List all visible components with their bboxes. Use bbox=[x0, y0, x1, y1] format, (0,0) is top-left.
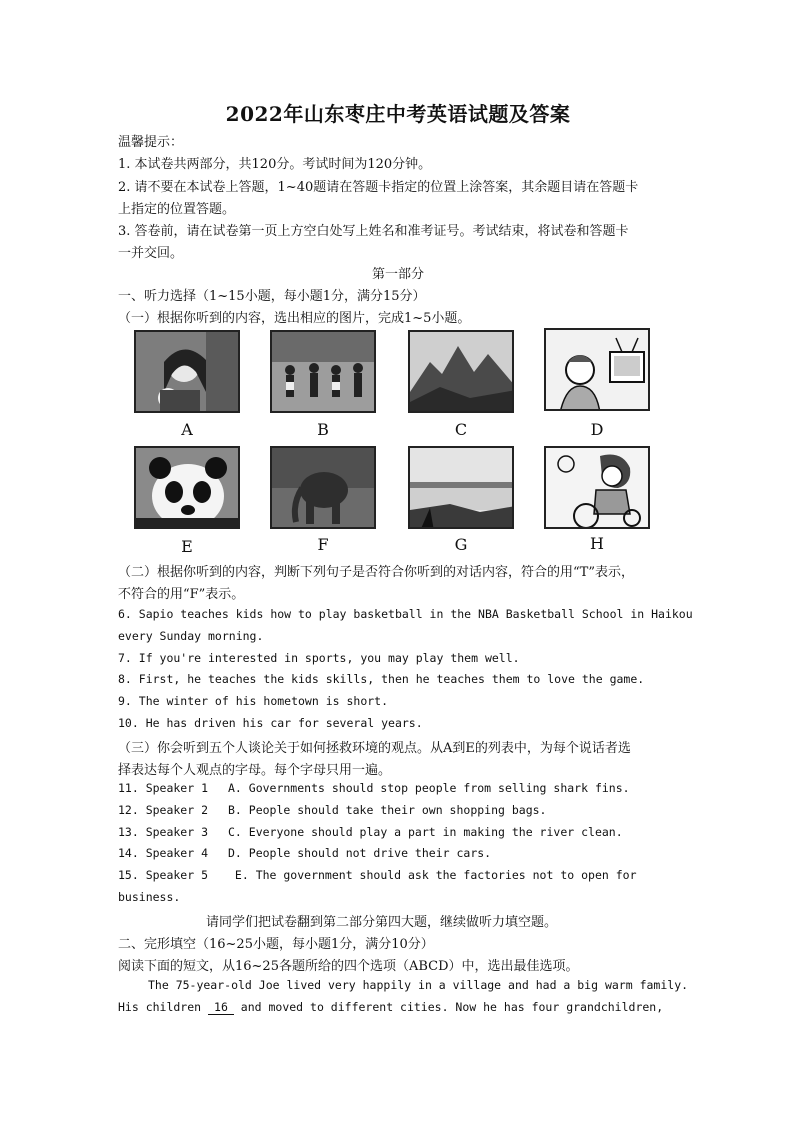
speaker-number: 12. Speaker 2 bbox=[118, 803, 209, 817]
notice-item: 3. 答卷前，请在试卷第一页上方空白处写上姓名和准考证号。考试结束，将试卷和答题卡 bbox=[118, 224, 629, 239]
passage-text: and moved to different cities. Now he has four grandchildren, bbox=[233, 1000, 664, 1014]
sub-instruction: （一）根据你听到的内容，选出相应的图片，完成1~5小题。 bbox=[118, 311, 471, 326]
speaker-row bbox=[118, 825, 623, 839]
elephant-photo bbox=[270, 446, 376, 529]
tf-question: 9. The winter of his hometown is short. bbox=[118, 694, 389, 708]
tf-question: 10. He has driven his car for several years. bbox=[118, 716, 423, 730]
picture-label: C bbox=[454, 420, 468, 439]
notice-item: 1. 本试卷共两部分，共120分。考试时间为120分钟。 bbox=[118, 157, 432, 172]
sub-instruction: 阅读下面的短文，从16~25各题所给的四个选项（ABCD）中，选出最佳选项。 bbox=[118, 959, 579, 974]
picture-label: G bbox=[454, 535, 468, 554]
picture-label: F bbox=[317, 535, 329, 554]
tf-question: 7. If you're interested in sports, you may play them well. bbox=[118, 651, 520, 665]
mountain-photo bbox=[408, 330, 514, 413]
notice-item: 2. 请不要在本试卷上答题，1~40题请在答题卡指定的位置上涂答案，其余题目请在答题卡 bbox=[118, 180, 639, 195]
speaker-row bbox=[118, 868, 637, 882]
speaker-option: A. Governments should stop people from selling shark fins. bbox=[228, 781, 630, 795]
speaker-option: E. The government should ask the factories not to open for bbox=[228, 868, 637, 882]
sub-instruction: 不符合的用“F”表示。 bbox=[118, 587, 245, 602]
notice-heading: 温馨提示： bbox=[118, 135, 184, 150]
tf-question: 6. Sapio teaches kids how to play basketball in the NBA Basketball School in Haikou bbox=[118, 607, 693, 621]
picture-label: D bbox=[590, 420, 604, 439]
speaker-option: B. People should take their own shopping bags. bbox=[228, 803, 547, 817]
picture-label: B bbox=[317, 420, 329, 439]
speaker-number: 14. Speaker 4 bbox=[118, 846, 209, 860]
girl-with-child-photo bbox=[134, 330, 240, 413]
turn-page-note: 请同学们把试卷翻到第二部分第四大题，继续做听力填空题。 bbox=[206, 915, 558, 930]
speaker-option: D. People should not drive their cars. bbox=[228, 846, 492, 860]
picture-label: A bbox=[181, 420, 193, 439]
section-heading: 一、听力选择（1~15小题，每小题1分，满分15分） bbox=[118, 289, 426, 304]
sub-instruction: 择表达每个人观点的字母。每个字母只用一遍。 bbox=[118, 763, 392, 778]
sub-instruction: （三）你会听到五个人谈论关于如何拯救环境的观点。从A到E的列表中，为每个说话者选 bbox=[118, 741, 631, 756]
speaker-row bbox=[118, 803, 547, 817]
children-dancing-photo bbox=[270, 330, 376, 413]
speaker-number: 11. Speaker 1 bbox=[118, 781, 209, 795]
passage-line: The 75-year-old Joe lived very happily in a village and had a big warm family. bbox=[148, 978, 689, 992]
speaker-number: 15. Speaker 5 bbox=[118, 868, 209, 882]
notice-item: 一并交回。 bbox=[118, 246, 184, 261]
section-heading: 二、完形填空（16~25小题，每小题1分，满分10分） bbox=[118, 937, 434, 952]
tf-question: 8. First, he teaches the kids skills, then he teaches them to love the game. bbox=[118, 672, 645, 686]
speaker-number: 13. Speaker 3 bbox=[118, 825, 209, 839]
sub-instruction: （二）根据你听到的内容，判断下列句子是否符合你听到的对话内容，符合的用“T”表示， bbox=[118, 565, 634, 580]
boy-watching-tv-cartoon bbox=[544, 328, 650, 411]
speaker-row bbox=[118, 846, 491, 860]
part-heading: 第一部分 bbox=[371, 267, 424, 282]
speaker-option-continued: business. bbox=[118, 890, 181, 904]
passage-line bbox=[118, 1000, 663, 1015]
page-title: 2022年山东枣庄中考英语试题及答案 bbox=[225, 102, 571, 126]
cloze-blank: 16 bbox=[208, 1000, 234, 1015]
picture-label: E bbox=[181, 537, 193, 556]
speaker-row bbox=[118, 781, 630, 795]
notice-item: 上指定的位置答题。 bbox=[118, 202, 236, 217]
tf-question: every Sunday morning. bbox=[118, 629, 264, 643]
passage-text: His children bbox=[118, 1000, 209, 1014]
lake-landscape-photo bbox=[408, 446, 514, 529]
woman-in-wheelchair-cartoon bbox=[544, 446, 650, 529]
picture-label: H bbox=[590, 534, 604, 553]
speaker-option: C. Everyone should play a part in making the river clean. bbox=[228, 825, 623, 839]
panda-photo bbox=[134, 446, 240, 529]
